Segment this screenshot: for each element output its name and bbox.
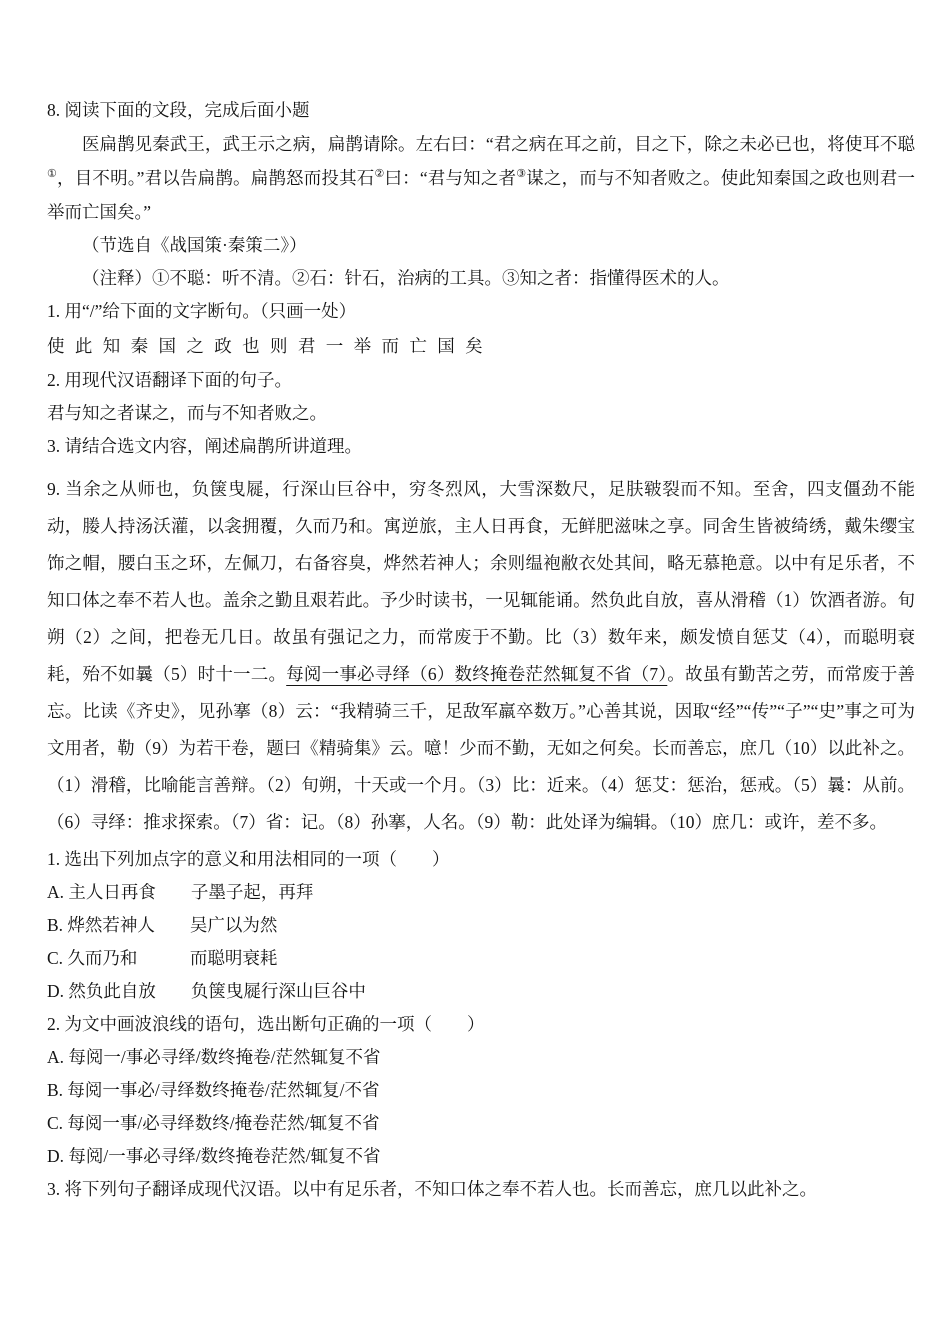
passage-text: 曰：“君与知之者 bbox=[384, 168, 517, 188]
q8-segment-sentence: 使 此 知 秦 国 之 政 也 则 君 一 举 而 亡 国 矣 bbox=[47, 336, 486, 356]
q8-translate-sentence: 君与知之者谋之，而与不知者败之。 bbox=[47, 403, 327, 423]
q8-subquestion-1: 1. 用“/”给下面的文字断句。（只画一处） bbox=[47, 301, 357, 321]
passage-text: 谋之，而与不知者败之。使此知秦国之政也则君一举而亡国矣。” bbox=[47, 168, 915, 222]
q9-subquestion-2: 2. 为文中画波浪线的语句，选出断句正确的一项（ ） bbox=[47, 1014, 485, 1034]
question-9-passage bbox=[47, 471, 915, 841]
note-marker-1: ① bbox=[47, 168, 58, 181]
question-8-notes: （注释）①不聪：听不清。②石：针石，治病的工具。③知之者：指懂得医术的人。 bbox=[82, 268, 730, 288]
passage-text: 9. 当余之从师也，负箧曳屣，行深山巨谷中，穷冬烈风，大雪深数尺，足肤皲裂而不知。至舍，四支僵劲不能动，媵人持汤沃灌，以衾拥覆，久而乃和。寓逆旅，主人日再食，无鲜肥滋味之享。同舍生皆被绮绣，戴朱缨宝饰之帽，腰白玉之环，左佩刀，右备容臭，烨然若神人；余则缊袍敝衣处其间，略无慕艳意。以中有足乐者，不知口体之奉不若人也。盖余之勤且艰若此。予少时读书，一见辄能诵。然负此自放，喜从滑稽（1）饮酒者游。旬朔（2）之间，把卷无几日。故虽有强记之力，而常废于不勤。比（3）数年来，颇发愤自惩艾（4），而聪明衰耗，殆不如曩（5）时十一二。 bbox=[47, 479, 915, 684]
note-marker-2: ② bbox=[374, 168, 385, 181]
q9-sub2-option-c: C. 每阅一事/必寻绎数终/掩卷茫然/辄复不省 bbox=[47, 1113, 380, 1133]
q9-sub2-option-b: B. 每阅一事必/寻绎数终掩卷/茫然辄复/不省 bbox=[47, 1080, 380, 1100]
passage-text: 。故虽有勤苦之劳，而常废于善忘。比读《齐史》，见孙搴（8）云：“我精骑三千，足敌军羸卒数万。”心善其说，因取“经”“传”“子”“史”事之可为文用者，勒（9）为若干卷，题曰《精骑集》云。噫！少而不勤，无如之何矣。长而善忘，庶几（10）以此补之。（1）滑稽，比喻能言善辩。（2）旬朔，十天或一个月。（3）比：近来。（4）惩艾：惩治，惩戒。（5）曩：从前。（6）寻绎：推求探索。（7）省：记。（8）孙搴，人名。（9）勒：此处译为编辑。（10）庶几：或许，差不多。 bbox=[47, 664, 916, 832]
question-8-section bbox=[47, 94, 915, 463]
q9-subquestion-3: 3. 将下列句子翻译成现代汉语。以中有足乐者，不知口体之奉不若人也。长而善忘，庶几以此补之。 bbox=[47, 1179, 817, 1199]
exam-page bbox=[47, 94, 915, 1206]
question-8-heading: 8. 阅读下面的文段，完成后面小题 bbox=[47, 100, 310, 120]
passage-text: 医扁鹊见秦武王，武王示之病，扁鹊请除。左右曰：“君之病在耳之前，目之下，除之未必已也，将使耳不聪 bbox=[82, 134, 915, 154]
question-8-passage bbox=[47, 127, 915, 229]
q9-sub2-option-a: A. 每阅一/事必寻绎/数终掩卷/茫然辄复不省 bbox=[47, 1047, 381, 1067]
q9-sub1-option-b: B. 烨然若神人 吴广以为然 bbox=[47, 915, 278, 935]
q8-subquestion-3: 3. 请结合选文内容，阐述扁鹊所讲道理。 bbox=[47, 436, 362, 456]
q9-sub1-option-d: D. 然负此自放 负箧曳屣行深山巨谷中 bbox=[47, 981, 366, 1001]
q9-subquestion-1: 1. 选出下列加点字的意义和用法相同的一项（ ） bbox=[47, 849, 450, 869]
question-9-section bbox=[47, 471, 915, 1206]
q9-sub1-option-c: C. 久而乃和 而聪明衰耗 bbox=[47, 948, 278, 968]
note-marker-3: ③ bbox=[516, 168, 527, 181]
underlined-clause: 每阅一事必寻绎（6）数终掩卷茫然辄复不省（7） bbox=[286, 664, 668, 684]
q9-sub2-option-d: D. 每阅/一事必寻绎/数终掩卷茫然/辄复不省 bbox=[47, 1146, 381, 1166]
q8-subquestion-2: 2. 用现代汉语翻译下面的句子。 bbox=[47, 370, 292, 390]
question-8-source: （节选自《战国策·秦策二》） bbox=[82, 235, 307, 255]
q9-sub1-option-a: A. 主人日再食 子墨子起，再拜 bbox=[47, 882, 314, 902]
passage-text: ，目不明。”君以告扁鹊。扁鹊怒而投其石 bbox=[57, 168, 375, 188]
